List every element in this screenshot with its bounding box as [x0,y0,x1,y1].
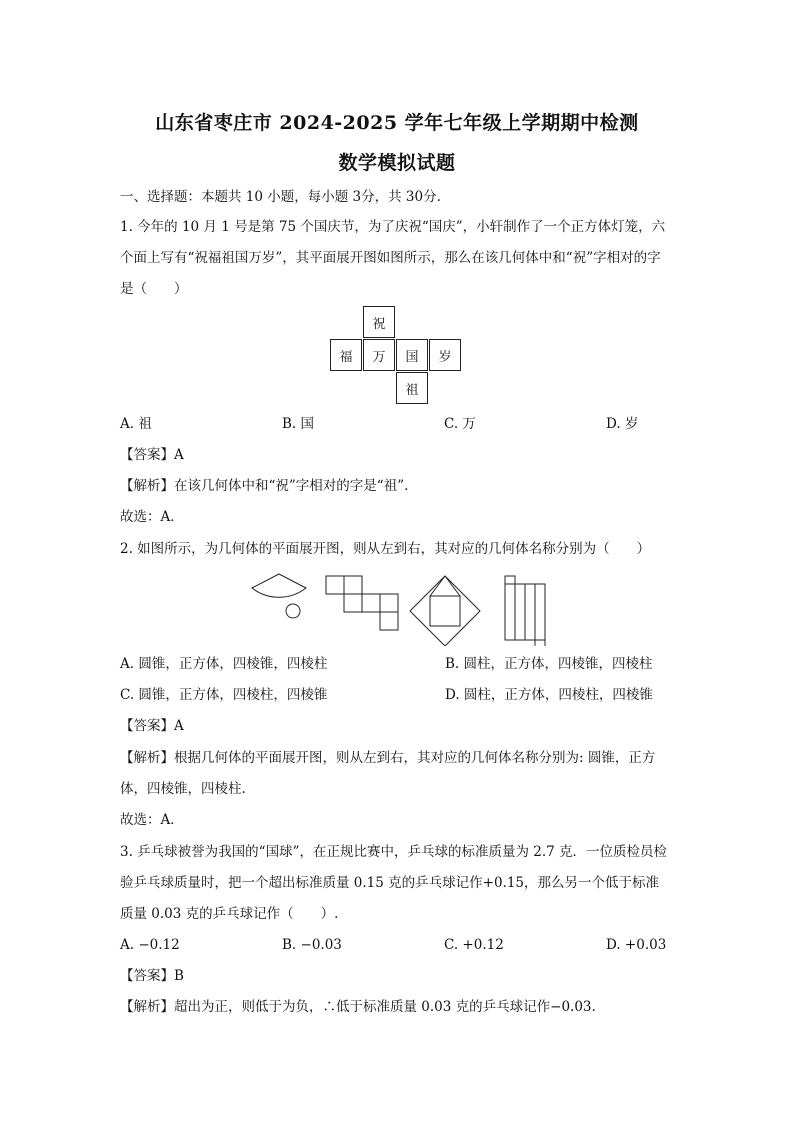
q2-analysis-line2: 体，四棱锥，四棱柱. [120,781,246,797]
q1-analysis: 【解析】在该几何体中和“祝”字相对的字是“祖”. [120,478,409,494]
net-cell-top: 祝 [363,306,395,338]
q1-text-line2: 个面上写有“祝福祖国万岁”，其平面展开图如图所示，那么在该几何体中和“祝”字相对的字 [120,250,661,266]
q3-option-d: D. +0.03 [606,937,667,953]
section-heading: 一、选择题：本题共 10 小题，每小题 3分，共 30分. [120,189,441,205]
q2-analysis-line1: 【解析】根据几何体的平面展开图，则从左到右，其对应的几何体名称分别为: 圆锥，正方 [120,750,656,766]
q2-option-a: A. 圆锥，正方体，四棱锥，四棱柱 [120,656,328,672]
net-cell-row-4: 岁 [429,339,461,371]
q3-option-a: A. −0.12 [120,937,180,953]
net-cell-bottom: 祖 [396,372,428,404]
q2-option-d: D. 圆柱，正方体，四棱柱，四棱锥 [445,687,653,703]
q2-answer: 【答案】A [120,718,184,734]
q3-analysis: 【解析】超出为正，则低于为负，∴低于标准质量 0.03 克的乒乓球记作−0.03. [120,999,596,1015]
net-cell-row-1: 福 [330,339,362,371]
pyramid-net-drawing [410,576,480,646]
q1-text-line1: 1. 今年的 10 月 1 号是第 75 个国庆节，为了庆祝“国庆”，小轩制作了一个正方体灯笼，六 [120,219,666,235]
q1-conclusion: 故选：A． [120,509,184,525]
q3-text-line2: 验乒乓球质量时，把一个超出标准质量 0.15 克的乒乓球记作+0.15，那么另一个低于标准 [120,875,660,891]
exam-title-line1: 山东省枣庄市 2024-2025 学年七年级上学期期中检测 [155,112,639,134]
q3-text-line1: 3. 乒乓球被誉为我国的“国球”，在正规比赛中，乒乓球的标准质量为 2.7 克．一位质检员检 [120,844,668,860]
exam-title-line2: 数学模拟试题 [338,152,456,174]
net-cell-row-3: 国 [396,339,428,371]
q3-text-line3: 质量 0.03 克的乒乓球记作（ ）. [120,906,339,922]
cone-net-drawing [252,574,306,618]
q2-option-b: B. 圆柱，正方体，四棱锥，四棱柱 [445,656,653,672]
q2-nets-figure [240,570,560,646]
cube-net-drawing [326,576,398,630]
q2-option-c: C. 圆锥，正方体，四棱柱，四棱锥 [120,687,328,703]
q3-option-b: B. −0.03 [282,937,342,953]
q1-answer: 【答案】A [120,447,184,463]
q1-option-c: C. 万 [444,416,476,432]
q2-conclusion: 故选：A． [120,812,184,828]
q2-text-line1: 2. 如图所示，为几何体的平面展开图，则从左到右，其对应的几何体名称分别为（ ） [120,541,651,557]
cube-net-figure [330,306,466,406]
q1-option-d: D. 岁 [606,416,639,432]
q1-option-a: A. 祖 [120,416,152,432]
q1-option-b: B. 国 [282,416,315,432]
q1-text-line3: 是（ ） [120,281,188,297]
q3-option-c: C. +0.12 [444,937,504,953]
q3-answer: 【答案】B [120,968,184,984]
prism-net-drawing [505,576,545,646]
net-cell-row-2: 万 [363,339,395,371]
